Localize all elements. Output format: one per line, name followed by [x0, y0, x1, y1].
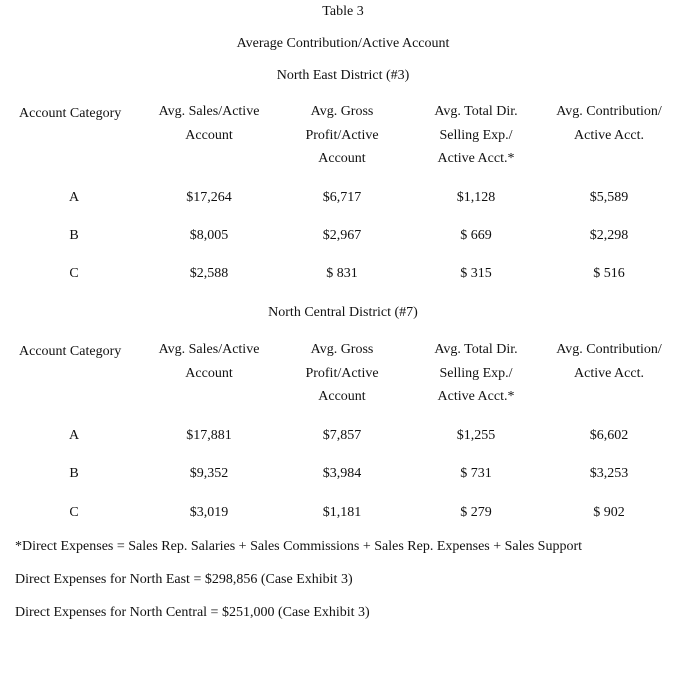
row-category: B — [69, 228, 79, 243]
cell-contribution: $ 516 — [593, 266, 625, 281]
cell-sales: $17,881 — [186, 428, 232, 443]
col-header-selling: Avg. Total Dir. Selling Exp./ Active Acct.* — [434, 104, 518, 166]
row-category: B — [69, 466, 79, 481]
col-header-gross: Avg. Gross Profit/Active Account — [305, 342, 379, 404]
cell-contribution: $5,589 — [589, 190, 629, 205]
cell-selling: $ 315 — [460, 266, 492, 281]
cell-contribution: $3,253 — [589, 466, 629, 481]
col-header-gross: Avg. Gross Profit/Active Account — [305, 104, 379, 166]
cell-contribution: $ 902 — [593, 505, 625, 520]
col-header-contribution: Avg. Contribution/ Active Acct. — [556, 342, 662, 381]
row-category: C — [69, 505, 79, 520]
col-header-category: Account Category — [19, 106, 122, 121]
col-header-category: Account Category — [19, 344, 122, 359]
cell-contribution: $6,602 — [589, 428, 629, 443]
cell-sales: $8,005 — [189, 228, 229, 243]
cell-gross: $3,984 — [322, 466, 362, 481]
footnote-north-central-expenses: Direct Expenses for North Central = $251,000 (Case Exhibit 3) — [15, 605, 370, 620]
table-subtitle: Average Contribution/Active Account — [236, 36, 450, 51]
cell-sales: $17,264 — [186, 190, 232, 205]
section-heading-north-east: North East District (#3) — [276, 68, 410, 83]
cell-sales: $2,588 — [189, 266, 229, 281]
cell-selling: $1,128 — [456, 190, 496, 205]
cell-sales: $3,019 — [189, 505, 229, 520]
cell-sales: $9,352 — [189, 466, 229, 481]
cell-selling: $1,255 — [456, 428, 496, 443]
cell-selling: $ 731 — [460, 466, 492, 481]
cell-gross: $2,967 — [322, 228, 362, 243]
col-header-selling: Avg. Total Dir. Selling Exp./ Active Acct.* — [434, 342, 518, 404]
cell-selling: $ 279 — [460, 505, 492, 520]
col-header-sales: Avg. Sales/Active Account — [158, 342, 260, 381]
footnote-direct-expenses-definition: *Direct Expenses = Sales Rep. Salaries + Sales Commissions + Sales Rep. Expenses + Sales Support — [15, 539, 583, 554]
col-header-sales: Avg. Sales/Active Account — [158, 104, 260, 143]
cell-contribution: $2,298 — [589, 228, 629, 243]
col-header-contribution: Avg. Contribution/ Active Acct. — [556, 104, 662, 143]
row-category: A — [68, 428, 80, 443]
cell-gross: $7,857 — [322, 428, 362, 443]
section-heading-north-central: North Central District (#7) — [268, 305, 418, 320]
table-title: Table 3 — [322, 4, 364, 19]
row-category: A — [68, 190, 80, 205]
cell-gross: $6,717 — [322, 190, 362, 205]
row-category: C — [69, 266, 79, 281]
footnote-north-east-expenses: Direct Expenses for North East = $298,856 (Case Exhibit 3) — [15, 572, 353, 587]
cell-gross: $1,181 — [322, 505, 362, 520]
cell-gross: $ 831 — [326, 266, 358, 281]
cell-selling: $ 669 — [460, 228, 492, 243]
